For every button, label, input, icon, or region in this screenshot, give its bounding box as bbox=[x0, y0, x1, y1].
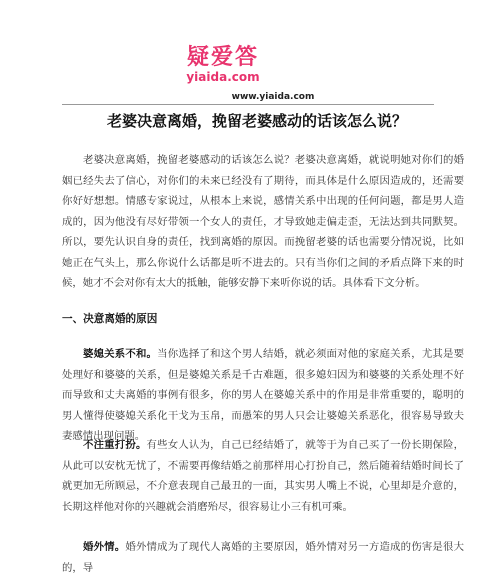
point-text: 当你选择了和这个男人结婚，就必须面对他的家庭关系，尤其是要处理好和婆婆的关系，但是婆媳关系是千古难题，很多媳妇因为和婆婆的关系处理不好而导致和丈夫离婚的事例有很多，你的男人在婆媳关系中的作用是非常重要的，聪明的男人懂得使婆媳关系化干戈为玉帛，而愚笨的男人只会让婆媳关系恶化，很容易导致夫妻感情出现问题。 bbox=[62, 348, 465, 442]
logo-chinese-text: 疑爱答 bbox=[186, 45, 259, 70]
logo-domain-text: yiaida.com bbox=[186, 70, 260, 84]
point-lead: 婆媳关系不和。 bbox=[83, 348, 158, 360]
header-divider bbox=[62, 104, 434, 105]
point-text: 有些女人认为，自己已经结婚了，就等于为自己买了一份长期保险，从此可以安枕无忧了，不需要再像结婚之前那样用心打扮自己，然后随着结婚时间长了就更加无所顾忌，不介意表现自己最丑的一面，其实男人嘴上不说，心里却是介意的，长期这样他对你的兴趣就会消磨殆尽，很容易让小三有机可乘。 bbox=[62, 439, 465, 513]
point-lead: 婚外情。 bbox=[83, 541, 126, 553]
site-url[interactable]: www.yiaida.com bbox=[231, 92, 315, 102]
point-paragraph-affair bbox=[62, 537, 464, 578]
intro-paragraph: 老婆决意离婚，挽留老婆感动的话该怎么说？老婆决意离婚，就说明她对你们的婚姻已经失去了信心，对你们的未来已经没有了期待，而具体是什么原因造成的，还需要你好好想想。情感专家说过，从根本上来说，感情关系中出现的任何问题，都是男人造成的，因为他没有尽好带领一个女人的责任，才导致她走偏走歪，无法达到共同默契。所以，要先认识自身的责任，找到离婚的原因。而挽留老婆的话也需要分情况说，比如她正在气头上，那么你说什么话都是听不进去的。只有当你们之间的矛盾点降下来的时候，她才不会对你有太大的抵触，能够安静下来听你说的话。具体看下文分析。 bbox=[62, 154, 464, 289]
point-paragraph-mother-in-law bbox=[62, 344, 464, 447]
article-title: 老婆决意离婚，挽留老婆感动的话该怎么说？ bbox=[106, 112, 407, 130]
section-heading: 一、决意离婚的原因 bbox=[62, 313, 158, 325]
point-lead: 不注重打扮。 bbox=[83, 439, 147, 451]
point-paragraph-appearance bbox=[62, 435, 464, 517]
site-logo[interactable] bbox=[178, 46, 268, 84]
point-text: 婚外情成为了现代人离婚的主要原因，婚外情对另一方造成的伤害是很大的，导 bbox=[62, 541, 465, 574]
